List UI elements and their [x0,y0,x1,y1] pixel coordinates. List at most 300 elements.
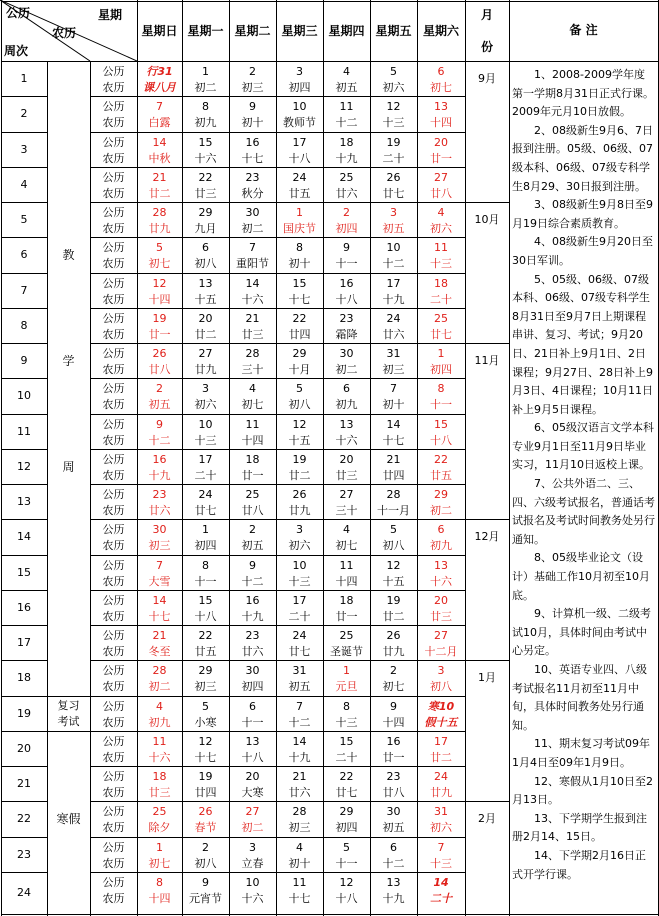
solar-date: 19 [386,136,401,149]
grid-horizontal-line [465,343,509,344]
lunar-date: 重阳节 [236,257,269,270]
solar-row-label: 公历 [102,206,125,219]
period-teaching-char: 教 [62,248,75,262]
solar-row-label: 公历 [102,594,125,607]
lunar-date: 廿七 [430,328,452,341]
solar-date: 10 [198,418,213,431]
lunar-date: 廿三 [241,328,264,341]
solar-date: 8 [156,876,163,889]
solar-row-label: 公历 [102,453,125,466]
lunar-date: 廿二 [194,328,217,341]
lunar-date: 廿六 [241,645,264,658]
solar-date: 19 [292,453,307,466]
lunar-date: 中秋 [148,152,171,165]
solar-date: 13 [434,100,448,113]
lunar-date: 初七 [148,257,171,270]
week-number: 2 [20,107,28,120]
week-number: 19 [17,706,31,720]
week-number: 9 [20,353,28,367]
lunar-date: 十四 [148,892,171,905]
lunar-date: 初七 [148,857,171,870]
lunar-date: 十六 [194,152,217,165]
grid-horizontal-line [1,801,47,802]
lunar-date: 十九 [288,751,311,764]
lunar-date: 廿九 [288,504,311,517]
lunar-date: 廿八 [241,504,264,517]
lunar-date: 十四 [430,116,452,129]
lunar-row-label: 农历 [102,398,125,411]
grid-horizontal-line [1,590,47,591]
lunar-date: 初三 [148,539,171,552]
week-number: 22 [17,812,31,825]
lunar-row-label: 农历 [102,116,125,129]
solar-date: 20 [245,770,260,783]
solar-date: 28 [386,488,401,501]
lunar-date: 初八 [194,257,217,270]
solar-date: 29 [198,664,213,677]
solar-date: 9 [390,700,397,713]
solar-date: 18 [434,277,448,290]
lunar-date: 十三 [430,257,452,270]
lunar-date: 廿二 [382,610,405,623]
week-number: 23 [17,847,31,861]
solar-date: 寒10 [427,700,455,713]
grid-horizontal-line [1,449,47,450]
lunar-date: 春节 [194,821,217,834]
grid-horizontal-line [465,202,509,203]
lunar-date: 十三 [430,857,452,870]
lunar-date: 廿九 [148,222,171,235]
solar-date: 13 [386,876,401,889]
solar-date: 1 [156,841,163,854]
lunar-date: 十六 [241,293,264,306]
lunar-date: 十一 [194,575,217,588]
solar-date: 22 [292,312,307,325]
lunar-date: 除夕 [148,821,171,834]
solar-date: 24 [386,312,401,325]
solar-date: 19 [198,770,213,783]
lunar-date: 十一 [430,398,452,411]
lunar-date: 廿四 [194,786,217,799]
lunar-row-label: 农历 [102,821,125,834]
lunar-date: 十九 [335,152,358,165]
solar-date: 6 [202,241,209,254]
solar-row-label: 公历 [102,171,125,184]
grid-horizontal-line [90,731,465,732]
lunar-date: 廿七 [382,187,405,200]
grid-horizontal-line [90,449,465,450]
solar-date: 10 [245,876,260,889]
solar-date: 27 [245,805,260,818]
grid-horizontal-line [1,872,47,873]
note-item: 14、下学期2月16日正式开学行课。 [512,848,646,881]
lunar-date: 十五 [382,575,405,588]
lunar-date: 初六 [288,539,311,552]
solar-date: 30 [386,805,401,818]
period-vacation-label: 寒假 [56,812,81,826]
lunar-date: 廿七 [335,786,358,799]
solar-date: 20 [434,594,448,607]
grid-horizontal-line [1,696,47,697]
week-number: 15 [17,565,31,579]
solar-date: 12 [386,559,401,572]
solar-date: 27 [434,171,448,184]
note-item: 4、08级新生9月20日至30日军训。 [512,235,653,267]
solar-date: 29 [339,805,354,818]
solar-date: 3 [437,664,445,677]
solar-row-label: 公历 [102,735,125,748]
lunar-date: 初四 [241,680,264,693]
solar-date: 4 [156,700,163,713]
solar-date: 14 [386,418,401,431]
solar-date: 21 [386,453,401,466]
lunar-date: 十月 [288,363,311,376]
lunar-date: 廿四 [382,469,405,482]
lunar-date: 十六 [430,575,452,588]
lunar-date: 国庆节 [283,222,316,235]
solar-date: 27 [339,488,354,501]
solar-date: 5 [202,700,209,713]
lunar-date: 初五 [241,539,264,552]
solar-row-label: 公历 [102,770,125,783]
solar-date: 10 [386,241,401,254]
solar-date: 3 [249,841,256,854]
weekday-header-6: 星期五 [375,24,412,38]
solar-date: 13 [339,418,354,431]
grid-horizontal-line [1,660,47,661]
grid-horizontal-line [1,237,47,238]
lunar-date: 二十 [335,751,358,764]
lunar-date: 廿六 [148,504,171,517]
lunar-date: 二十 [430,892,452,905]
notes-header: 备 注 [569,23,598,37]
note-item: 9、计算机一级、二级考试10月，具体时间由考试中心另定。 [512,607,651,658]
solar-date: 21 [245,312,260,325]
lunar-date: 初五 [382,222,405,235]
grid-horizontal-line [1,766,47,767]
month-label: 2月 [478,812,496,825]
solar-date: 2 [202,841,209,854]
lunar-date: 立春 [241,857,264,870]
grid-horizontal-line [90,625,465,626]
lunar-date: 二十 [430,293,452,306]
lunar-date: 初十 [288,257,311,270]
solar-date: 31 [292,664,307,677]
lunar-date: 初九 [194,116,217,129]
grid-horizontal-line [90,555,465,556]
note-item: 11、期末复习考试09年1月4日至09年1月9日。 [512,737,650,769]
solar-date: 1 [343,664,350,677]
grid-horizontal-line [90,308,465,309]
lunar-date: 初十 [241,116,264,129]
lunar-date: 初二 [430,504,452,517]
lunar-date: 十九 [241,610,264,623]
solar-date: 15 [434,418,448,431]
lunar-date: 九月 [194,222,217,235]
solar-date: 15 [198,594,213,607]
week-number: 17 [17,635,31,649]
grid-vertical-line [47,61,48,916]
lunar-date: 十三 [194,434,217,447]
solar-date: 9 [202,876,209,889]
grid-horizontal-line [1,519,47,520]
lunar-date: 廿二 [148,187,171,200]
lunar-date: 十七 [382,434,405,447]
lunar-date: 冬至 [148,645,171,658]
lunar-date: 十四 [148,293,171,306]
week-number: 7 [20,283,28,297]
solar-date: 16 [152,453,167,466]
solar-date: 行31 [146,65,173,78]
lunar-date: 廿二 [288,469,311,482]
solar-date: 30 [152,523,167,536]
solar-date: 23 [245,629,260,642]
grid-horizontal-line [90,378,465,379]
lunar-date: 十四 [241,434,264,447]
lunar-date: 初六 [382,81,405,94]
lunar-date: 十六 [335,434,358,447]
solar-row-label: 公历 [102,523,125,536]
solar-row-label: 公历 [102,559,125,572]
week-number: 24 [17,886,31,899]
lunar-row-label: 农历 [102,81,125,94]
weekday-header-2: 星期一 [187,24,224,38]
solar-date: 12 [152,277,167,290]
solar-date: 28 [152,664,167,677]
solar-date: 17 [434,735,448,748]
solar-date: 25 [152,805,167,818]
lunar-date: 廿一 [382,751,405,764]
lunar-row-label: 农历 [102,152,125,165]
solar-date: 25 [245,488,260,501]
solar-date: 13 [245,735,260,748]
solar-date: 24 [292,629,307,642]
grid-vertical-line [1,0,2,916]
lunar-date: 十九 [382,892,405,905]
lunar-date: 初九 [148,716,171,729]
grid-horizontal-line [1,731,47,732]
lunar-date: 十六 [148,751,171,764]
lunar-date: 十二 [382,857,405,870]
notes-section [512,66,655,884]
solar-date: 12 [339,876,354,889]
lunar-date: 十三 [288,575,311,588]
header-weekday-label: 星期 [98,8,123,22]
lunar-date: 初四 [288,81,311,94]
grid-horizontal-line [90,801,465,802]
lunar-date: 初五 [335,81,358,94]
solar-date: 20 [434,136,448,149]
lunar-row-label: 农历 [102,610,125,623]
note-item: 8、05级毕业论文（设计）基础工作10月初至10月底。 [512,551,650,602]
solar-date: 2 [390,664,397,677]
lunar-date: 初八 [194,857,217,870]
solar-date: 4 [249,382,256,395]
lunar-date: 廿八 [148,363,171,376]
lunar-date: 十八 [335,892,358,905]
grid-horizontal-line [90,414,465,415]
grid-horizontal-line [1,484,47,485]
solar-date: 17 [386,277,401,290]
lunar-row-label: 农历 [102,504,125,517]
lunar-date: 三十 [241,363,264,376]
solar-date: 4 [296,841,303,854]
solar-row-label: 公历 [102,382,125,395]
lunar-row-label: 农历 [102,645,125,658]
solar-date: 6 [249,700,256,713]
solar-date: 7 [249,241,256,254]
solar-date: 1 [437,347,445,360]
note-item: 3、08级新生9月8日至9月19日综合素质教育。 [512,198,653,230]
lunar-date: 初三 [382,363,405,376]
grid-horizontal-line [1,555,47,556]
solar-date: 13 [198,277,213,290]
period-teaching-char: 学 [62,353,75,368]
lunar-row-label: 农历 [102,716,125,729]
solar-date: 18 [339,594,354,607]
solar-date: 4 [343,523,350,536]
solar-date: 30 [245,206,260,219]
solar-date: 3 [202,382,209,395]
lunar-date: 初七 [335,539,358,552]
lunar-date: 初二 [335,363,358,376]
grid-horizontal-line [90,590,465,591]
grid-vertical-line [417,0,418,916]
solar-date: 28 [152,206,167,219]
lunar-date: 十二月 [424,645,458,658]
lunar-row-label: 农历 [102,751,125,764]
solar-date: 10 [292,559,307,572]
lunar-date: 廿一 [430,152,452,165]
solar-date: 1 [296,206,303,219]
week-number: 14 [17,530,31,543]
solar-date: 18 [339,136,354,149]
lunar-row-label: 农历 [102,363,125,376]
solar-date: 20 [198,312,213,325]
lunar-date: 白露 [148,116,171,129]
solar-date: 15 [339,735,354,748]
lunar-date: 三十 [335,504,358,517]
lunar-date: 教师节 [283,116,316,129]
grid-vertical-line [182,0,183,916]
lunar-date: 初六 [430,821,452,834]
lunar-date: 廿五 [430,469,452,482]
lunar-date: 十三 [382,116,405,129]
solar-row-label: 公历 [102,664,125,677]
solar-date: 2 [156,382,163,395]
grid-horizontal-line [465,519,509,520]
solar-date: 20 [339,453,354,466]
weekday-header-1: 星期日 [141,24,178,38]
solar-date: 16 [245,594,260,607]
month-label: 9月 [478,71,496,85]
lunar-date: 假十五 [424,716,458,729]
lunar-date: 初四 [430,363,452,376]
grid-vertical-line [509,0,510,916]
month-header-bottom: 份 [480,40,494,54]
grid-horizontal-line [90,202,465,203]
solar-date: 24 [292,171,307,184]
lunar-row-label: 农历 [102,575,125,588]
lunar-date: 廿一 [335,610,358,623]
lunar-date: 初八 [430,680,452,693]
solar-date: 27 [434,629,448,642]
solar-date: 30 [245,664,260,677]
solar-date: 16 [245,136,260,149]
lunar-date: 大寒 [241,786,264,799]
lunar-row-label: 农历 [102,328,125,341]
header-lunar-label: 农历 [52,26,77,40]
solar-date: 5 [296,382,303,395]
grid-horizontal-line [1,1,659,2]
lunar-date: 初五 [382,821,405,834]
solar-date: 14 [292,735,307,748]
grid-horizontal-line [1,202,47,203]
solar-date: 6 [437,65,445,78]
week-number: 13 [17,494,31,508]
note-item: 5、05级、06级、07级本科、06级、07级专科学生8月31日至9月7日上期课程串讲、复习、考试；9月20日、21日补上9月1日、2日课程；9月27日、28日补上9月3日、4日课程；10月11日补上9月5日课程。 [512,272,653,416]
week-number: 1 [20,71,28,85]
lunar-date: 课八月 [143,81,176,94]
lunar-date: 十七 [288,293,311,306]
solar-date: 19 [152,312,167,325]
lunar-date: 初四 [194,539,217,552]
solar-date: 7 [296,700,303,713]
week-number: 5 [20,212,28,226]
lunar-date: 初五 [288,680,311,693]
solar-date: 18 [152,770,167,783]
lunar-row-label: 农历 [102,187,125,200]
lunar-date: 初六 [430,222,452,235]
lunar-date: 十四 [335,575,358,588]
header-week-number-label: 周次 [4,44,29,58]
solar-date: 5 [156,241,163,254]
lunar-date: 十九 [382,293,405,306]
grid-horizontal-line [90,519,465,520]
lunar-date: 廿四 [288,328,311,341]
solar-date: 22 [434,453,448,466]
week-number: 16 [17,600,31,614]
lunar-date: 十七 [148,610,171,623]
lunar-date: 廿九 [194,363,217,376]
lunar-date: 初二 [241,821,264,834]
solar-date: 28 [292,805,307,818]
solar-date: 6 [390,841,397,854]
lunar-date: 初三 [194,680,217,693]
lunar-row-label: 农历 [102,434,125,447]
lunar-date: 二十 [288,610,311,623]
grid-horizontal-line [1,167,47,168]
lunar-date: 十六 [241,892,264,905]
lunar-date: 初二 [194,81,217,94]
lunar-date: 十七 [288,892,311,905]
lunar-date: 十二 [241,575,264,588]
solar-date: 21 [152,629,167,642]
solar-date: 14 [152,594,167,607]
lunar-row-label: 农历 [102,786,125,799]
lunar-date: 初六 [194,398,217,411]
lunar-date: 十二 [382,257,405,270]
lunar-date: 十一月 [377,504,410,517]
grid-horizontal-line [1,837,47,838]
week-number: 8 [20,318,28,332]
grid-horizontal-line [1,61,659,62]
solar-date: 30 [339,347,354,360]
solar-date: 12 [386,100,401,113]
solar-date: 7 [156,100,163,113]
lunar-date: 廿三 [430,610,452,623]
grid-horizontal-line [90,167,465,168]
